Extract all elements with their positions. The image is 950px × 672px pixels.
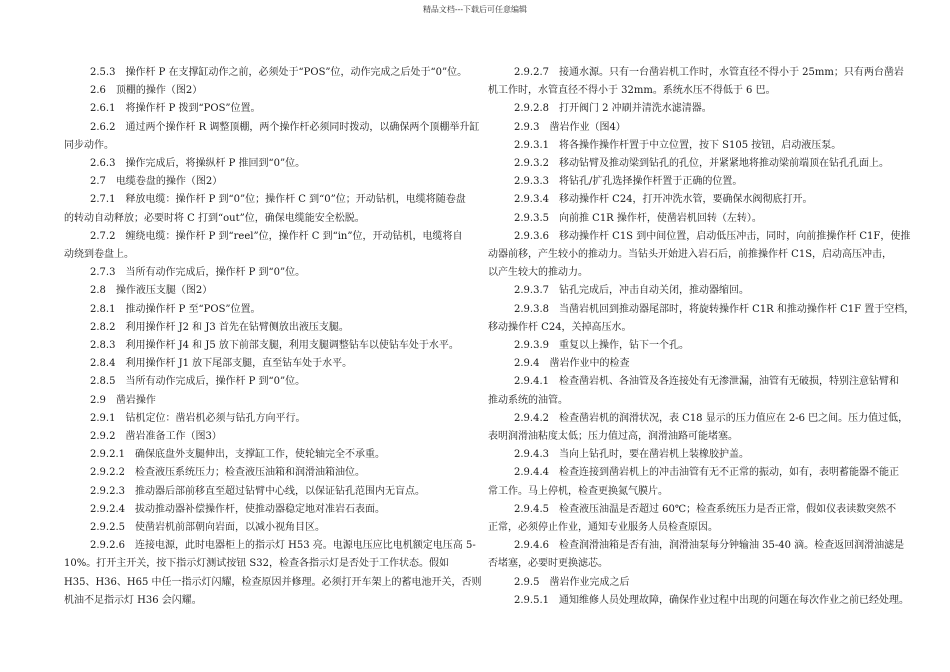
paragraph-line: 2.5.3 操作杆 P 在支撑缸动作之前，必须处于“POS”位，动作完成之后处于“0”位。	[90, 67, 468, 78]
paragraph-line: 2.9.3.1 将各操作操作杆置于中立位置，按下 S105 按钮，启动液压泵。	[514, 139, 842, 151]
paragraph-continuation: 移动操作杆 C24，关掉高压水。	[488, 321, 632, 333]
paragraph-line: 2.8 操作液压支腿（图2）	[90, 285, 213, 297]
paragraph-line: 2.9.3.3 将钻孔/扩孔选择操作杆置于正确的位置。	[514, 176, 743, 188]
page-header: 精品文档---下载后可任意编辑	[422, 5, 528, 14]
paragraph-continuation: H35、H36、H65 中任一指示灯闪耀，检查原因并修理。必须打开车架上的蓄电池开关，否则	[64, 576, 482, 588]
paragraph-line: 2.7 电缆卷盘的操作（图2）	[90, 176, 223, 188]
paragraph-line: 2.9.2 凿岩准备工作（图3）	[90, 431, 222, 443]
paragraph-line: 2.8.1 推动操作杆 P 至“POS”位置。	[90, 303, 261, 315]
paragraph-line: 2.9.5 凿岩作业完成之后	[514, 576, 630, 588]
paragraph-line: 2.9.3.2 移动钻臂及推动梁到钻孔的孔位，并紧紧地将推动梁前端顶在钻孔孔面上。	[514, 158, 889, 170]
paragraph-line: 2.6 顶棚的操作（图2）	[90, 85, 203, 97]
paragraph-line: 2.7.3 当所有动作完成后，操作杆 P 到“0”位。	[90, 267, 306, 279]
paragraph-line: 2.9.3 凿岩作业（图4）	[514, 121, 626, 133]
paragraph-line: 2.9.2.8 打开阀门 2 冲刷并清洗水滤清器。	[514, 103, 712, 115]
paragraph-continuation: 的转动自动释放；必要时将 C 打到“out”位，确保电缆能安全松脱。	[64, 212, 365, 224]
paragraph-line: 2.9.2.6 连接电源，此时电器柜上的指示灯 H53 亮。电源电压应比电机额定电压高 5-	[90, 540, 476, 552]
paragraph-continuation: 10%。打开主开关，按下指示灯测试按钮 S32，检查各指示灯是否处于工作状态。假如	[64, 558, 449, 570]
paragraph-line: 2.8.3 利用操作杆 J4 和 J5 放下前部支腿，利用支腿调整钻车以使钻车处于水平。	[90, 340, 459, 352]
paragraph-line: 2.9.3.4 移动操作杆 C24，打开冲洗水管，要确保水阀彻底打开。	[514, 194, 813, 206]
right-column	[488, 64, 915, 610]
paragraph-line: 2.9.2.7 接通水源。只有一台凿岩机工作时，水管直径不得小于 25mm；只有两台凿岩	[514, 67, 904, 78]
paragraph-continuation: 正常，必须停止作业，通知专业服务人员检查原因。	[488, 522, 718, 534]
paragraph-continuation: 动绕到卷盘上。	[64, 249, 134, 261]
paragraph-line: 2.9.3.5 向前推 C1R 操作杆，使凿岩机回转（左转）。	[514, 212, 762, 224]
paragraph-line: 2.9.3.9 重复以上操作，钻下一个孔。	[514, 340, 689, 352]
paragraph-continuation: 以产生较大的推动力。	[488, 267, 588, 279]
paragraph-line: 2.9 凿岩操作	[90, 394, 156, 406]
paragraph-line: 2.6.2 通过两个操作杆 R 调整顶棚，两个操作杆必须同时拨动，以确保两个顶棚举升缸	[90, 121, 480, 133]
paragraph-continuation: 动器前移，产生较小的推动力。当钻头开始进入岩石后，前推操作杆 C1S，启动高压冲击，	[488, 249, 893, 261]
paragraph-line: 2.8.4 利用操作杆 J1 放下尾部支腿，直至钻车处于水平。	[90, 358, 353, 370]
paragraph-continuation: 机油不足指示灯 H36 会闪耀。	[64, 594, 202, 606]
paragraph-line: 2.9.2.2 检查液压系统压力；检查液压油箱和润滑油箱油位。	[90, 467, 365, 479]
paragraph-line: 2.7.1 释放电缆：操作杆 P 到“0”位；操作杆 C 到“0”位；开动钻机，电缆将随卷盘	[90, 194, 466, 206]
paragraph-line: 2.9.4.6 检查润滑油箱是否有油，润滑油泵每分钟输油 35-40 滴。检查返回润滑油滤是	[514, 540, 905, 552]
paragraph-line: 2.9.4.5 检查液压油温是否超过 60℃；检查系统压力是否正常，假如仪表读数突然不	[514, 503, 897, 515]
paragraph-continuation: 机工作时，水管直径不得小于 32mm。系统水压不得低于 6 巴。	[488, 85, 776, 97]
paragraph-line: 2.9.3.6 移动操作杆 C1S 到中间位置，启动低压冲击，同时，向前推操作杆 C1F，使推	[514, 230, 911, 242]
paragraph-line: 2.9.1 钻机定位：凿岩机必须与钻孔方向平行。	[90, 412, 306, 424]
paragraph-line: 2.9.4.2 检查凿岩机的润滑状况，表 C18 显示的压力值应在 2-6 巴之间。压力值过低，	[514, 412, 909, 424]
paragraph-line: 2.9.4.1 检查凿岩机、各油管及各连接处有无渗泄漏，油管有无破损，特别注意钻臂和	[514, 376, 899, 388]
paragraph-line: 2.9.3.7 钻孔完成后，冲击自动关闭，推动器缩回。	[514, 285, 749, 297]
paragraph-continuation: 推动系统的油管。	[488, 394, 568, 406]
paragraph-line: 2.9.2.1 确保底盘外支腿伸出，支撑缸工作，使轮轴完全不承重。	[90, 449, 385, 461]
paragraph-line: 2.8.2 利用操作杆 J2 和 J3 首先在钻臂侧放出液压支腿。	[90, 321, 349, 333]
paragraph-line: 2.8.5 当所有动作完成后，操作杆 P 到“0”位。	[90, 376, 306, 388]
paragraph-line: 2.9.4.4 检查连接到凿岩机上的冲击油管有无不正常的振动，如有，表明蓄能器不能正	[514, 467, 899, 479]
paragraph-line: 2.9.4.3 当向上钻孔时，要在凿岩机上装橡胶护盖。	[514, 449, 749, 461]
paragraph-line: 2.9.5.1 通知维修人员处理故障，确保作业过程中出现的问题在每次作业之前已经处理。	[514, 594, 909, 606]
paragraph-continuation: 常工作。马上停机，检查更换氮气膜片。	[488, 485, 668, 497]
paragraph-continuation: 否堵塞，必要时更换滤芯。	[488, 558, 608, 570]
paragraph-line: 2.9.2.5 使凿岩机前部朝向岩面，以减小视角目区。	[90, 522, 325, 534]
paragraph-line: 2.9.2.4 拔动推动器补偿操作杆，使推动器稳定地对准岩石表面。	[90, 503, 385, 515]
paragraph-line: 2.9.2.3 推动器后部前移直至超过钻臂中心线，以保证钻孔范围内无盲点。	[90, 485, 425, 497]
paragraph-continuation: 同步动作。	[64, 139, 114, 151]
paragraph-continuation: 表明润滑油粘度太低；压力值过高，润滑油路可能堵塞。	[488, 431, 738, 443]
paragraph-line: 2.7.2 缠绕电缆：操作杆 P 到“reel”位，操作杆 C 到“in”位，开动钻机，电缆将自	[90, 230, 463, 242]
paragraph-line: 2.6.3 操作完成后，将操纵杆 P 推回到“0”位。	[90, 158, 306, 170]
paragraph-line: 2.9.3.8 当凿岩机回到推动器尾部时，将旋转操作杆 C1R 和推动操作杆 C1F 置于空档，	[514, 303, 915, 315]
paragraph-line: 2.9.4 凿岩作业中的检查	[514, 358, 630, 370]
paragraph-line: 2.6.1 将操作杆 P 拨到“POS”位置。	[90, 103, 261, 115]
left-column	[64, 64, 482, 610]
